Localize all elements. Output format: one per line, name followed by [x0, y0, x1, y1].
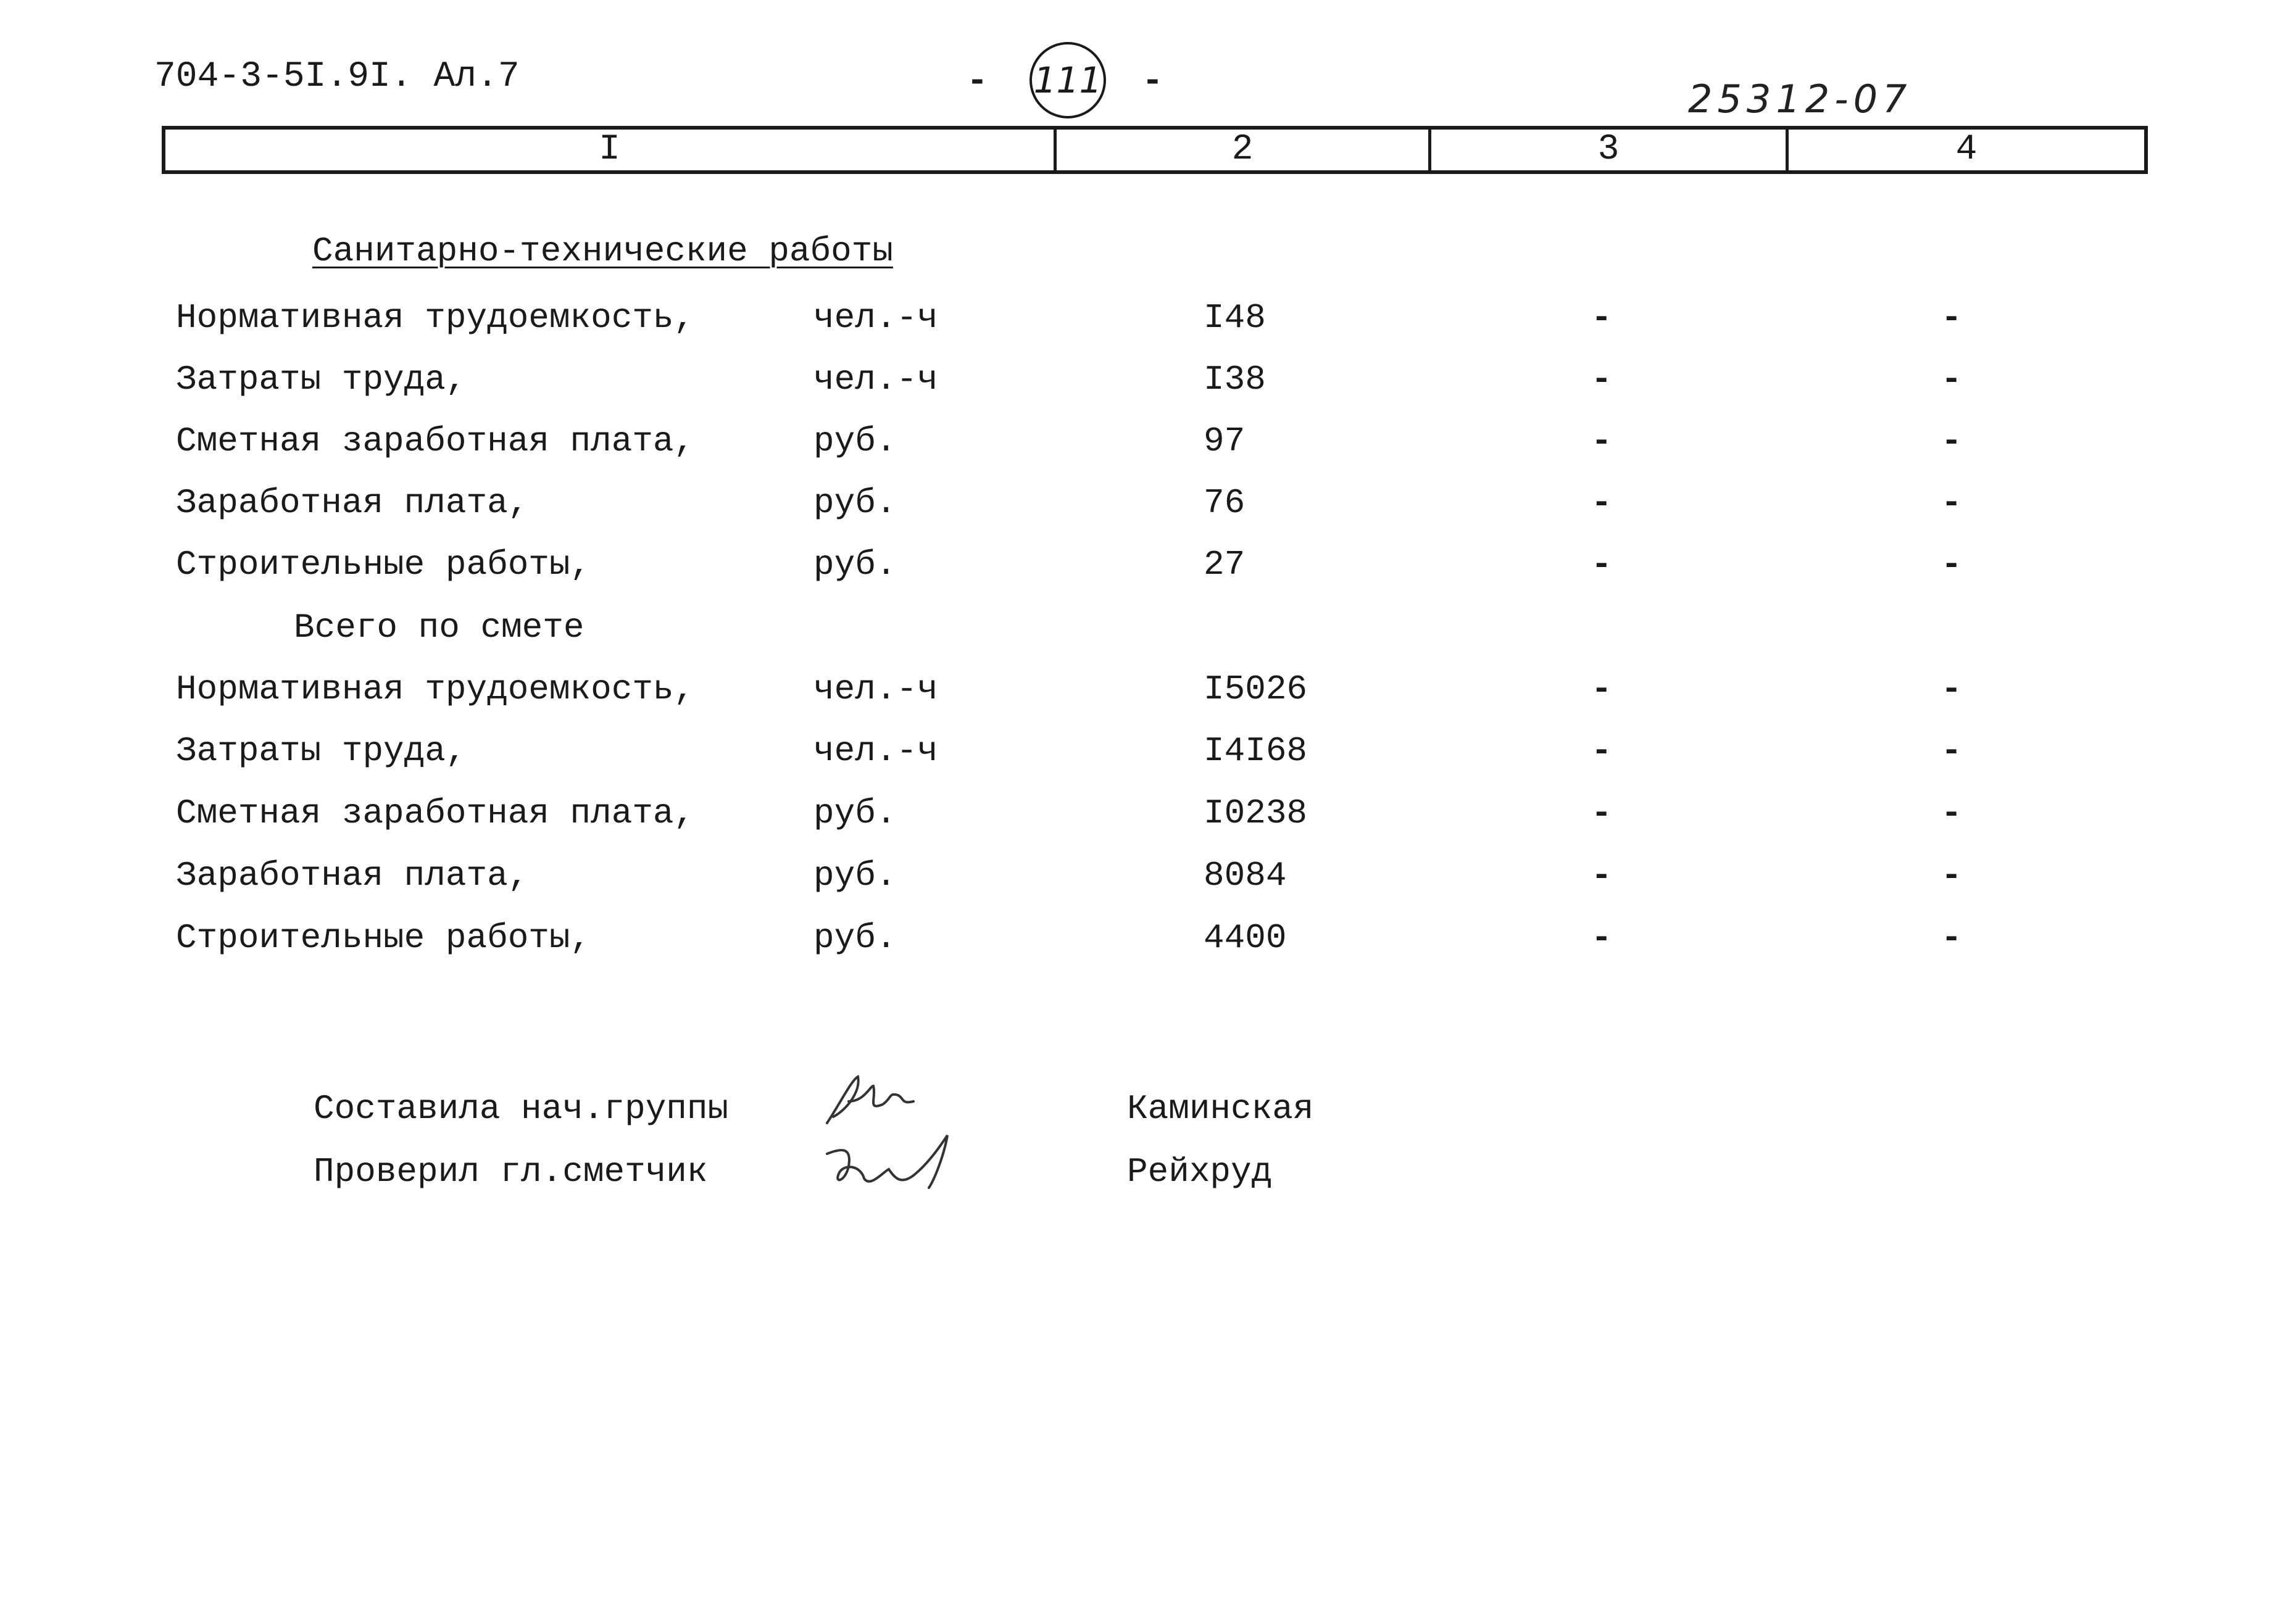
signature-compiled-image: [815, 1067, 926, 1135]
row-unit: руб.: [813, 793, 897, 833]
row-col4: -: [1941, 731, 1962, 771]
row-value: 97: [1204, 421, 1246, 461]
table-row: [0, 668, 2296, 711]
row-value: 8084: [1204, 856, 1287, 895]
row-unit: чел.-ч: [813, 298, 938, 338]
row-col4: -: [1941, 918, 1962, 958]
checked-by-name: Рейхруд: [1127, 1152, 1273, 1191]
row-label: Строительные работы,: [176, 918, 591, 958]
row-col3: -: [1591, 298, 1612, 338]
row-col3: -: [1591, 483, 1612, 523]
row-value: I4I68: [1204, 731, 1308, 771]
row-label: Сметная заработная плата,: [176, 793, 695, 833]
row-col3: -: [1591, 545, 1612, 584]
table-row: [0, 481, 2296, 524]
row-value: I0238: [1204, 793, 1308, 833]
column-header-4: 4: [1955, 130, 1978, 170]
row-unit: руб.: [813, 483, 897, 523]
row-unit: руб.: [813, 918, 897, 958]
column-header-1: I: [165, 130, 1057, 170]
row-unit: чел.-ч: [813, 731, 938, 771]
section-title: Санитарно-технические работы: [312, 231, 893, 271]
row-col4: -: [1941, 421, 1962, 461]
row-col3: -: [1591, 360, 1612, 399]
page-number-circled: 111: [1029, 42, 1106, 118]
column-header-2: 2: [1057, 130, 1431, 170]
row-value: I38: [1204, 360, 1266, 399]
table-row: [0, 296, 2296, 339]
row-label: Заработная плата,: [176, 483, 529, 523]
row-value: 4400: [1204, 918, 1287, 958]
row-label: Затраты труда,: [176, 731, 467, 771]
page-dash-right: -: [1142, 62, 1163, 102]
row-col4: -: [1941, 545, 1962, 584]
row-unit: руб.: [813, 421, 897, 461]
table-row: [0, 420, 2296, 463]
table-row: [0, 729, 2296, 773]
row-col3: -: [1591, 669, 1612, 709]
row-col3: -: [1591, 421, 1612, 461]
row-col4: -: [1941, 360, 1962, 399]
document-code: 704-3-5I.9I. Ал.7: [154, 57, 520, 97]
page-dash-left: -: [967, 62, 988, 102]
row-value: 27: [1204, 545, 1246, 584]
summary-heading: Всего по смете: [294, 608, 584, 647]
row-col4: -: [1941, 856, 1962, 895]
table-row: [0, 916, 2296, 959]
row-label: Заработная плата,: [176, 856, 529, 895]
compiled-by-label: Составила нач.группы: [314, 1089, 729, 1129]
column-header-table: [162, 126, 2148, 174]
row-col4: -: [1941, 298, 1962, 338]
row-value: I48: [1204, 298, 1266, 338]
row-value: I5026: [1204, 669, 1308, 709]
row-label: Затраты труда,: [176, 360, 467, 399]
row-col4: -: [1941, 483, 1962, 523]
table-row: [0, 543, 2296, 586]
row-label: Сметная заработная плата,: [176, 421, 695, 461]
row-col3: -: [1591, 793, 1612, 833]
row-col4: -: [1941, 793, 1962, 833]
signature-checked-image: [815, 1129, 963, 1197]
compiled-by-name: Каминская: [1127, 1089, 1314, 1129]
row-col4: -: [1941, 669, 1962, 709]
row-label: Нормативная трудоемкость,: [176, 298, 695, 338]
row-label: Нормативная трудоемкость,: [176, 669, 695, 709]
table-row: [0, 854, 2296, 897]
checked-by-label: Проверил гл.сметчик: [314, 1152, 708, 1191]
row-col3: -: [1591, 856, 1612, 895]
row-unit: руб.: [813, 856, 897, 895]
row-col3: -: [1591, 918, 1612, 958]
row-unit: чел.-ч: [813, 360, 938, 399]
row-col3: -: [1591, 731, 1612, 771]
column-header-3: 3: [1431, 130, 1789, 170]
table-row: [0, 358, 2296, 401]
table-row: [0, 792, 2296, 835]
row-label: Строительные работы,: [176, 545, 591, 584]
row-unit: руб.: [813, 545, 897, 584]
row-value: 76: [1204, 483, 1246, 523]
row-unit: чел.-ч: [813, 669, 938, 709]
archive-number: 25312-07: [1688, 77, 1912, 122]
